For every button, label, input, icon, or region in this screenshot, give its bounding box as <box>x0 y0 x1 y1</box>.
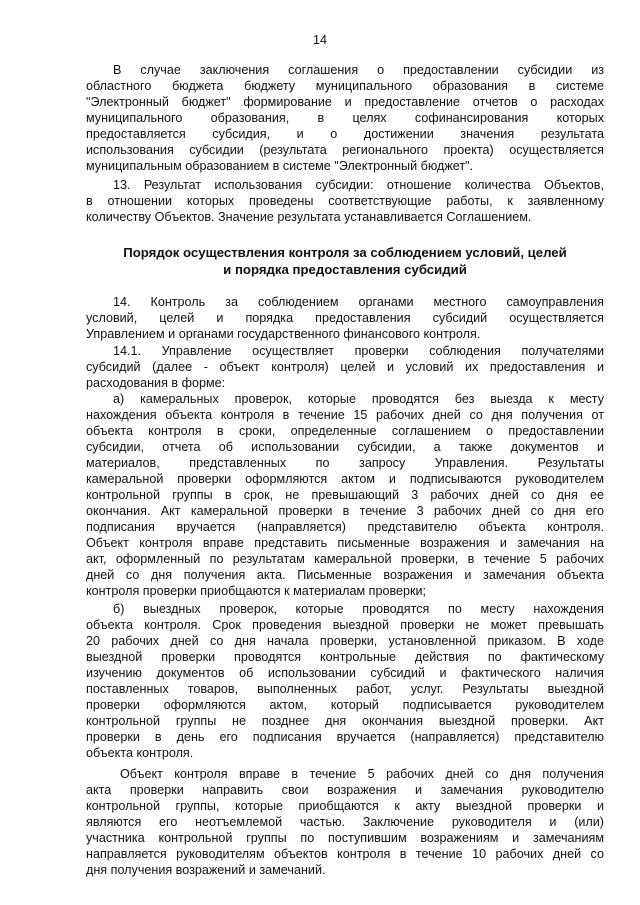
text-line: предоставляется субсидия, и о достижении значения результата <box>86 127 604 141</box>
text-line: окончания. Акт камеральной проверки в течение 3 рабочих дней со дня его <box>86 504 604 518</box>
text-line: акт, оформленный по результатам камеральной проверки, в течение 5 рабочих <box>86 552 604 566</box>
text-line: муниципальным образованием в системе "Электронный бюджет". <box>86 159 474 173</box>
text-line: 13. Результат использования субсидии: отношение количества Объектов, <box>113 178 604 192</box>
text-line: количеству Объектов. Значение результата устанавливается Соглашением. <box>86 210 532 224</box>
text-line: объекта контроля в сроки, определенные соглашением о предоставлении <box>86 424 604 438</box>
text-line: контрольной группы не позднее дня окончания выездной проверки. Акт <box>86 714 604 728</box>
text-line: использования субсидии (результата регионального проекта) осуществляется <box>86 143 604 157</box>
text-line: Объект контроля вправе представить письменные возражения и замечания на <box>86 536 604 550</box>
text-line: камеральной проверки оформляются актом и подписываются руководителем <box>86 472 604 486</box>
text-line: объекта контроля. <box>86 746 194 760</box>
text-line: дня получения возражений и замечаний. <box>86 863 326 877</box>
text-line: а) камеральных проверок, которые проводятся без выезда к месту <box>113 392 604 406</box>
text-line: б) выездных проверок, которые проводятся по месту нахождения <box>113 602 604 616</box>
section-heading: и порядка предоставления субсидий <box>223 262 467 277</box>
text-line: субсидий (далее - объект контроля) целей и условий их предоставления и <box>86 360 604 374</box>
text-line: нахождения объекта контроля в течение 15 рабочих дней со дня получения от <box>86 408 604 422</box>
text-line: проверки оформляются актом, который подписывается руководителем <box>86 698 604 712</box>
text-line: изучению документов об использовании субсидий и фактического наличия <box>86 666 604 680</box>
text-line: проверки в день его подписания вручается (направляется) представителю <box>86 730 604 744</box>
section-heading: Порядок осуществления контроля за соблюдением условий, целей <box>123 245 567 260</box>
text-line: выездной проверки проводятся контрольные действия по фактическому <box>86 650 604 664</box>
text-line: подписания вручается (направляется) представителю объекта контроля. <box>86 520 604 534</box>
text-line: являются его неотъемлемой частью. Заключение руководителя и (или) <box>86 815 604 829</box>
text-line: контроля проверки приобщаются к материалам проверки; <box>86 584 427 598</box>
text-line: 14.1. Управление осуществляет проверки соблюдения получателями <box>113 344 604 358</box>
text-line: расходования в форме: <box>86 376 226 390</box>
text-line: материалов, представленных по запросу Управления. Результаты <box>86 456 604 470</box>
text-line: Управлением и органами государственного финансового контроля. <box>86 327 481 341</box>
text-line: условий, целей и порядка предоставления субсидий осуществляется <box>86 311 604 325</box>
text-line: объекта контроля. Срок проведения выездной проверки не может превышать <box>86 618 604 632</box>
text-line: дней со дня получения акта. Письменные возражения и замечания объекта <box>86 568 604 582</box>
text-line: направляется руководителям объектов контроля в течение 10 рабочих дней со <box>86 847 604 861</box>
text-line: 14. Контроль за соблюдением органами местного самоуправления <box>113 295 604 309</box>
text-line: поставленных товаров, выполненных работ, услуг. Результаты выездной <box>86 682 604 696</box>
text-line: участника контрольной группы по поступившим возражениям и замечаниям <box>86 831 604 845</box>
text-line: контрольной группы, которые приобщаются к акту выездной проверки и <box>86 799 604 813</box>
text-line: в отношении которых проведены соответствующие работы, к заявленному <box>86 194 604 208</box>
text-line: акта проверки направить свои возражения и замечания руководителю <box>86 783 604 797</box>
text-line: Объект контроля вправе в течение 5 рабочих дней со дня получения <box>120 767 604 781</box>
text-line: муниципального образования, в целях софинансирования которых <box>86 111 604 125</box>
text-line: "Электронный бюджет" формирование и предоставление отчетов о расходах <box>86 95 604 109</box>
page-number: 14 <box>313 33 327 47</box>
text-line: субсидии, отчета об использовании субсидии, а также документов и <box>86 440 604 454</box>
text-line: 20 рабочих дней со дня начала проверки, установленной приказом. В ходе <box>86 634 604 648</box>
text-line: В случае заключения соглашения о предоставлении субсидии из <box>113 63 604 77</box>
text-line: областного бюджета бюджету муниципального образования в системе <box>86 79 604 93</box>
text-line: контрольной группы в срок, не превышающий 3 рабочих дней со дня ее <box>86 488 604 502</box>
